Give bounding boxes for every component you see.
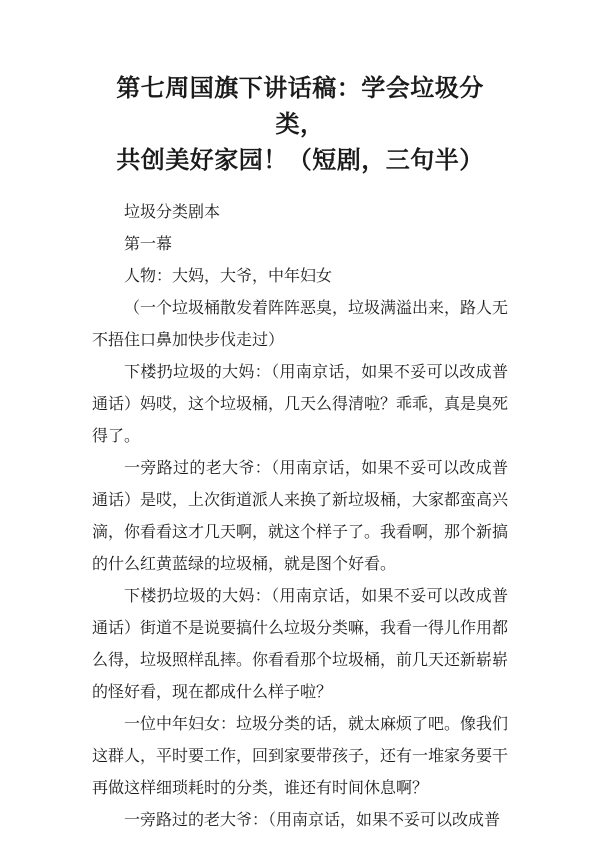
script-heading: 垃圾分类剧本: [124, 202, 221, 221]
dialogue-paragraph: 一旁路过的老大爷：（用南京话，如果不妥可以改成普通话）是哎，上次街道派人来换了新垃圾桶，大家都蛮高兴滴，你看看这才几天啊，就这个样子了。我看啊，那个新搞的什么红黄蓝绿的垃圾桶，就是图个好看。: [92, 458, 509, 573]
dialogue-paragraph: 下楼扔垃圾的大妈：（用南京话，如果不妥可以改成普通话）街道不是说要搞什么垃圾分类嘛，我看一得儿作用都么得，垃圾照样乱摔。你看看那个垃圾桶，前几天还新崭崭的怪好看，现在都成什么样子啦？: [92, 586, 509, 701]
stage-direction: （一个垃圾桶散发着阵阵恶臭，垃圾满溢出来，路人无不捂住口鼻加快步伐走过）: [92, 298, 509, 349]
characters-line: 人物：大妈，大爷，中年妇女: [124, 266, 333, 285]
act-heading: 第一幕: [124, 234, 173, 253]
dialogue-paragraph: 下楼扔垃圾的大妈：（用南京话，如果不妥可以改成普通话）妈哎，这个垃圾桶，几天么得清啦？乖乖，真是臭死得了。: [92, 362, 509, 445]
title-line-2: 共创美好家园！（短剧，三句半）: [116, 145, 484, 174]
dialogue-paragraph: 一位中年妇女：垃圾分类的话，就太麻烦了吧。像我们这群人，平时要工作，回到家要带孩子，还有一堆家务要干再做这样细琐耗时的分类，谁还有时间休息啊？: [92, 714, 509, 797]
dialogue-paragraph: 一旁路过的老大爷：（用南京话，如果不妥可以改成普: [124, 810, 501, 829]
document-title: [92, 70, 508, 178]
title-line-1: 第七周国旗下讲话稿：学会垃圾分类，: [116, 73, 484, 138]
